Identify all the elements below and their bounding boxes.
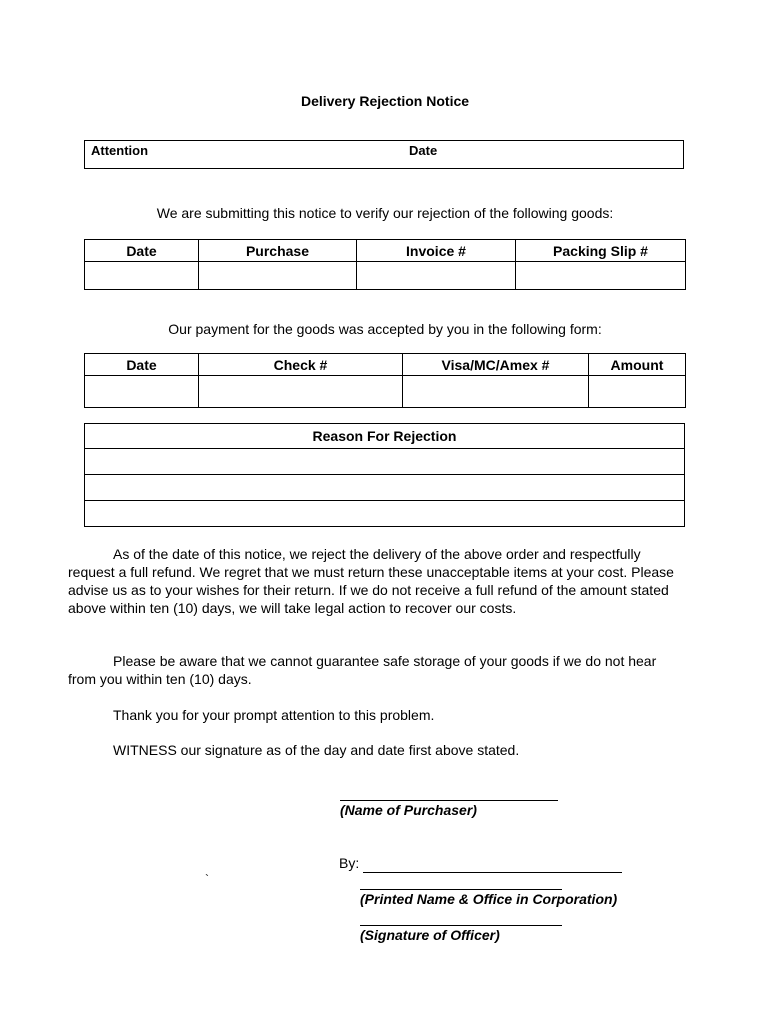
by-label: By: bbox=[339, 855, 360, 871]
payment-header-card: Visa/MC/Amex # bbox=[403, 354, 589, 376]
paragraph-refund-request bbox=[68, 545, 680, 617]
goods-packing-slip-cell[interactable] bbox=[516, 262, 686, 290]
payment-card-cell[interactable] bbox=[403, 376, 589, 408]
payment-intro-text: Our payment for the goods was accepted by you in the following form: bbox=[168, 321, 602, 337]
payment-date-cell[interactable] bbox=[85, 376, 199, 408]
goods-table bbox=[84, 239, 686, 290]
paragraph-witness-text: WITNESS our signature as of the day and date first above stated. bbox=[113, 742, 520, 758]
payment-header-amount: Amount bbox=[589, 354, 686, 376]
goods-table-header-row bbox=[85, 240, 686, 262]
reason-table bbox=[84, 423, 685, 527]
purchaser-name-caption: (Name of Purchaser) bbox=[340, 802, 477, 818]
reason-row bbox=[85, 475, 685, 501]
by-signature-line[interactable] bbox=[363, 872, 622, 873]
attention-label: Attention bbox=[91, 143, 149, 158]
attention-date-box[interactable] bbox=[84, 140, 684, 169]
paragraph-refund-text: As of the date of this notice, we reject the delivery of the above order and respectfully request a full refund. We regret that we must return these unacceptable items at your cost. Please advise us as to your wishes for their return. If we do not receive a full refund of the amount stated above within ten (10) days, we will take legal action to recover our costs. bbox=[68, 546, 674, 616]
printed-name-caption: (Printed Name & Office in Corporation) bbox=[360, 891, 618, 907]
goods-header-purchase: Purchase bbox=[199, 240, 357, 262]
reason-line-2[interactable] bbox=[85, 475, 685, 501]
payment-check-cell[interactable] bbox=[199, 376, 403, 408]
paragraph-storage-warning bbox=[68, 652, 680, 688]
payment-table-header-row bbox=[85, 354, 686, 376]
purchaser-name-line[interactable] bbox=[340, 800, 558, 801]
payment-amount-cell[interactable] bbox=[589, 376, 686, 408]
attention-date-label: Date bbox=[409, 143, 438, 158]
payment-table-row bbox=[85, 376, 686, 408]
paragraph-storage-text: Please be aware that we cannot guarantee safe storage of your goods if we do not hear from you within ten (10) days. bbox=[68, 653, 657, 687]
officer-signature-line[interactable] bbox=[360, 925, 562, 926]
goods-purchase-cell[interactable] bbox=[199, 262, 357, 290]
officer-signature-caption: (Signature of Officer) bbox=[360, 927, 500, 943]
payment-header-date: Date bbox=[85, 354, 199, 376]
paragraph-thank-you bbox=[68, 706, 680, 724]
reason-header-row bbox=[85, 424, 685, 449]
goods-date-cell[interactable] bbox=[85, 262, 199, 290]
document-title: Delivery Rejection Notice bbox=[300, 93, 470, 109]
reason-row bbox=[85, 501, 685, 527]
goods-invoice-cell[interactable] bbox=[357, 262, 516, 290]
goods-table-row bbox=[85, 262, 686, 290]
payment-header-check: Check # bbox=[199, 354, 403, 376]
goods-header-date: Date bbox=[85, 240, 199, 262]
goods-header-packing-slip: Packing Slip # bbox=[516, 240, 686, 262]
reason-header: Reason For Rejection bbox=[85, 424, 685, 449]
stray-mark: ` bbox=[205, 872, 209, 886]
goods-intro-text: We are submitting this notice to verify our rejection of the following goods: bbox=[156, 205, 614, 221]
reason-line-3[interactable] bbox=[85, 501, 685, 527]
reason-line-1[interactable] bbox=[85, 449, 685, 475]
paragraph-thank-you-text: Thank you for your prompt attention to this problem. bbox=[113, 707, 435, 723]
printed-name-line[interactable] bbox=[360, 889, 562, 890]
goods-header-invoice: Invoice # bbox=[357, 240, 516, 262]
paragraph-witness bbox=[68, 741, 680, 759]
payment-table bbox=[84, 353, 686, 408]
reason-row bbox=[85, 449, 685, 475]
